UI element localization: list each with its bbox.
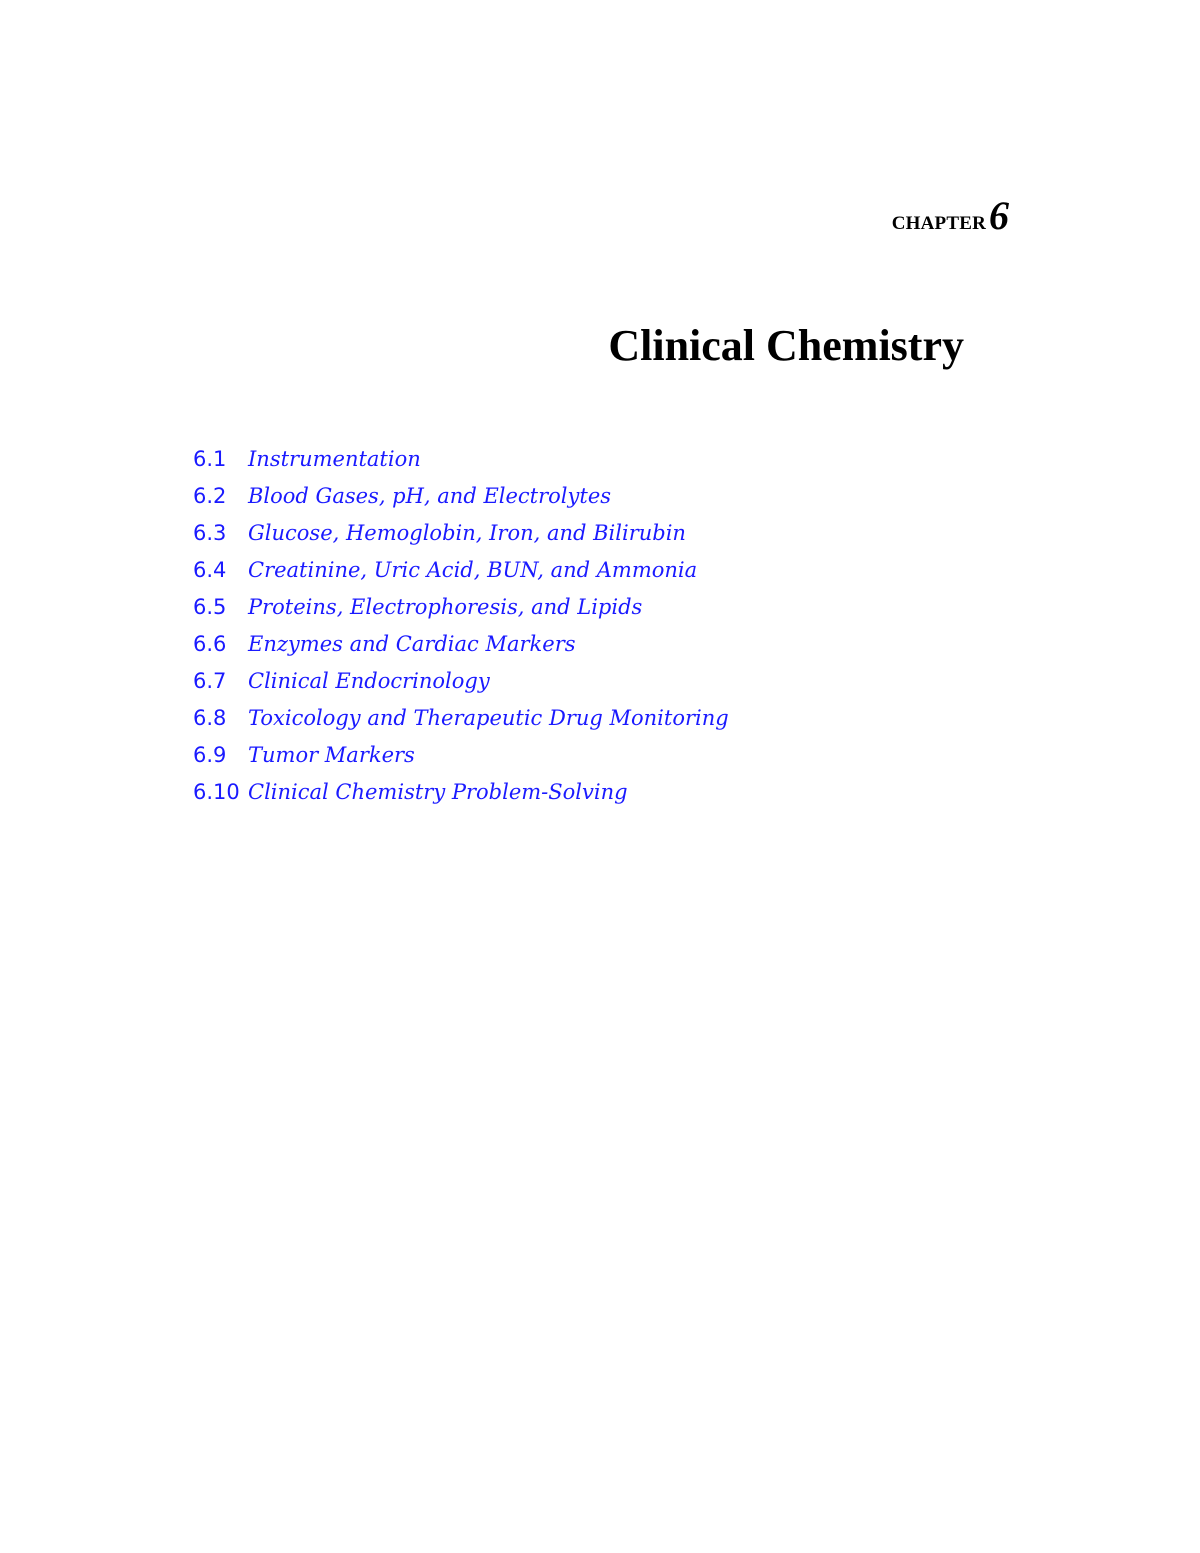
chapter-heading xyxy=(800,193,1009,238)
chapter-title: Clinical Chemistry xyxy=(608,321,964,370)
toc-item-6-3[interactable] xyxy=(193,515,729,552)
toc-item-label[interactable]: Tumor Markers xyxy=(248,743,415,767)
toc-item-label[interactable]: Proteins, Electrophoresis, and Lipids xyxy=(248,595,643,619)
toc-item-number: 6.6 xyxy=(193,632,227,656)
toc-item-6-6[interactable] xyxy=(193,626,729,663)
toc-item-number: 6.1 xyxy=(193,447,227,471)
toc-item-6-10[interactable] xyxy=(193,774,729,811)
toc-item-number: 6.4 xyxy=(193,558,227,582)
toc-item-number: 6.3 xyxy=(193,521,227,545)
toc-item-label[interactable]: Glucose, Hemoglobin, Iron, and Bilirubin xyxy=(248,521,686,545)
toc-item-6-2[interactable] xyxy=(193,478,729,515)
chapter-word: CHAPTER xyxy=(891,213,986,234)
toc-item-number: 6.10 xyxy=(193,780,240,804)
toc-item-label[interactable]: Creatinine, Uric Acid, BUN, and Ammonia xyxy=(248,558,698,582)
toc-item-label[interactable]: Clinical Chemistry Problem-Solving xyxy=(248,780,628,804)
toc-item-number: 6.2 xyxy=(193,484,227,508)
toc-item-6-5[interactable] xyxy=(193,589,729,626)
toc-item-label[interactable]: Blood Gases, pH, and Electrolytes xyxy=(248,484,612,508)
toc-item-label[interactable]: Toxicology and Therapeutic Drug Monitoring xyxy=(248,706,729,730)
toc-item-6-7[interactable] xyxy=(193,663,729,700)
toc-item-number: 6.8 xyxy=(193,706,227,730)
toc-item-number: 6.7 xyxy=(193,669,227,693)
toc-item-label[interactable]: Clinical Endocrinology xyxy=(248,669,490,693)
table-of-contents xyxy=(193,441,729,811)
toc-item-6-4[interactable] xyxy=(193,552,729,589)
toc-item-number: 6.9 xyxy=(193,743,227,767)
toc-item-6-9[interactable] xyxy=(193,737,729,774)
toc-item-6-1[interactable] xyxy=(193,441,729,478)
toc-item-number: 6.5 xyxy=(193,595,227,619)
toc-item-label[interactable]: Instrumentation xyxy=(248,447,421,471)
chapter-number: 6 xyxy=(989,193,1009,238)
toc-item-label[interactable]: Enzymes and Cardiac Markers xyxy=(248,632,576,656)
toc-item-6-8[interactable] xyxy=(193,700,729,737)
